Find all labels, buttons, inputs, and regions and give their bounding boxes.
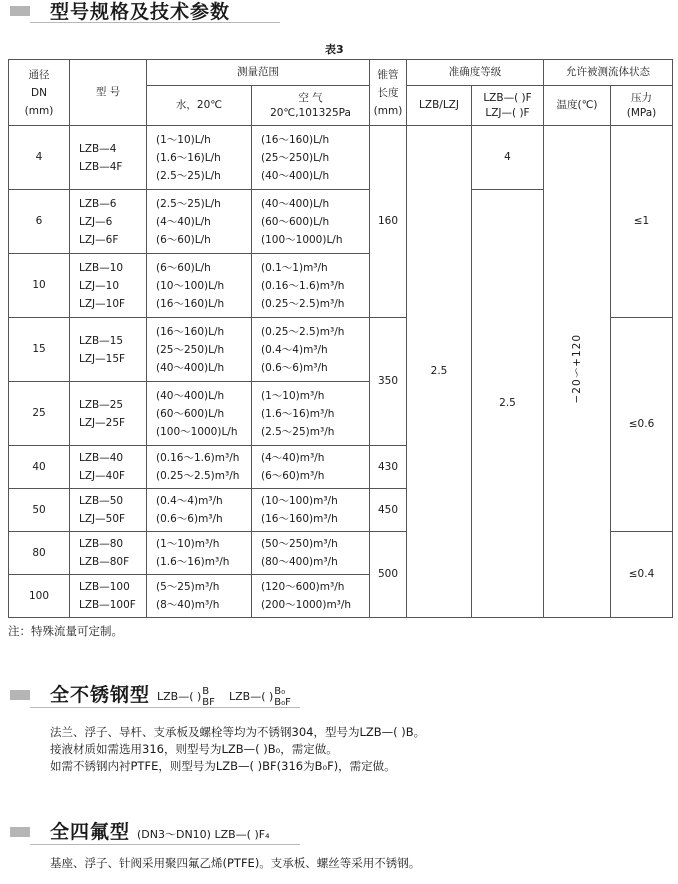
heading-bar-decoration <box>10 827 30 837</box>
model-code-b: LZB—( ) B BF <box>157 686 215 708</box>
cell-model: LZB—6 LZJ—6 LZJ—6F <box>70 190 147 254</box>
section-heading-ptfe <box>0 817 678 847</box>
table-row <box>9 126 673 190</box>
spec-table <box>8 59 673 618</box>
cell-water: (0.4～4)m³/h (0.6～6)m³/h <box>147 489 252 532</box>
cell-dn: 6 <box>9 190 70 254</box>
cell-dn: 100 <box>9 575 70 618</box>
header-fluid-state: 允许被测流体状态 <box>544 60 673 86</box>
header-pressure: 压力 (MPa) <box>611 86 673 126</box>
cell-dn: 15 <box>9 318 70 382</box>
cell-air: (0.1～1)m³/h (0.16～1.6)m³/h (0.25～2.5)m³/h <box>252 254 370 318</box>
cell-cone: 160 <box>370 126 407 318</box>
cell-dn: 80 <box>9 532 70 575</box>
section-heading-stainless <box>0 680 678 710</box>
cell-air: (10～100)m³/h (16～160)m³/h <box>252 489 370 532</box>
cell-water: (2.5～25)L/h (4～40)L/h (6～60)L/h <box>147 190 252 254</box>
cell-water: (0.16～1.6)m³/h (0.25～2.5)m³/h <box>147 446 252 489</box>
cell-air: (4～40)m³/h (6～60)m³/h <box>252 446 370 489</box>
cell-model: LZB—40 LZJ—40F <box>70 446 147 489</box>
cell-dn: 10 <box>9 254 70 318</box>
cell-acc-f: 2.5 <box>472 190 544 618</box>
table-note: 注：特殊流量可定制。 <box>8 624 123 638</box>
header-temp: 温度(℃) <box>544 86 611 126</box>
page-title: 型号规格及技术参数 <box>50 1 231 23</box>
model-code-f4: (DN3～DN10) LZB—( )F₄ <box>137 828 270 841</box>
cell-air: (50～250)m³/h (80～400)m³/h <box>252 532 370 575</box>
stainless-description: 法兰、浮子、导杆、支承板及螺栓等均为不锈钢304，型号为LZB—( )B。 接液材质如需选用316，则型号为LZB—( )B₀，需定做。 如需不锈钢内衬PTFE，则型号为LZB—( )BF(316为B₀F)，需定做。 <box>50 725 426 773</box>
cell-cone: 500 <box>370 532 407 618</box>
cell-acc-lzb: 2.5 <box>407 126 472 618</box>
cell-water: (40～400)L/h (60～600)L/h (100～1000)L/h <box>147 382 252 446</box>
cell-model: LZB—25 LZJ—25F <box>70 382 147 446</box>
cell-acc-f: 4 <box>472 126 544 190</box>
cell-dn: 40 <box>9 446 70 489</box>
ptfe-description: 基座、浮子、针阀采用聚四氟乙烯(PTFE)。支承板、螺丝等采用不锈钢。 <box>50 856 421 870</box>
section-title-ptfe: 全四氟型 <box>50 821 131 843</box>
cell-air: (0.25～2.5)m³/h (0.4～4)m³/h (0.6～6)m³/h <box>252 318 370 382</box>
cell-model: LZB—4 LZB—4F <box>70 126 147 190</box>
header-air: 空 气 20℃,101325Pa <box>252 86 370 126</box>
header-accuracy: 准确度等级 <box>407 60 544 86</box>
cell-dn: 4 <box>9 126 70 190</box>
cell-pressure: ≤0.6 <box>611 318 673 532</box>
cell-air: (16～160)L/h (25～250)L/h (40～400)L/h <box>252 126 370 190</box>
cell-model: LZB—100 LZB—100F <box>70 575 147 618</box>
header-cone: 锥管 长度 (mm) <box>370 60 407 126</box>
cell-model: LZB—10 LZJ—10 LZJ—10F <box>70 254 147 318</box>
header-range: 测量范围 <box>147 60 370 86</box>
cell-cone: 430 <box>370 446 407 489</box>
cell-temp: −20～+120 <box>544 126 611 618</box>
section-title-stainless: 全不锈钢型 <box>50 684 151 706</box>
cell-water: (5～25)m³/h (8～40)m³/h <box>147 575 252 618</box>
cell-water: (16～160)L/h (25～250)L/h (40～400)L/h <box>147 318 252 382</box>
cell-cone: 450 <box>370 489 407 532</box>
header-acc-f: LZB—( )F LZJ—( )F <box>472 86 544 126</box>
header-model: 型 号 <box>70 60 147 126</box>
table-caption: 表3 <box>325 43 344 56</box>
cell-air: (40～400)L/h (60～600)L/h (100～1000)L/h <box>252 190 370 254</box>
cell-water: (1～10)L/h (1.6～16)L/h (2.5～25)L/h <box>147 126 252 190</box>
header-acc-lzb: LZB/LZJ <box>407 86 472 126</box>
cell-pressure: ≤0.4 <box>611 532 673 618</box>
cell-model: LZB—50 LZJ—50F <box>70 489 147 532</box>
section-heading-specs <box>0 0 678 28</box>
header-water: 水，20℃ <box>147 86 252 126</box>
cell-air: (120～600)m³/h (200～1000)m³/h <box>252 575 370 618</box>
heading-bar-decoration <box>10 690 30 700</box>
heading-underline <box>30 844 300 845</box>
model-code-b0: LZB—( ) B₀ B₀F <box>229 686 291 708</box>
cell-dn: 25 <box>9 382 70 446</box>
cell-air: (1～10)m³/h (1.6～16)m³/h (2.5～25)m³/h <box>252 382 370 446</box>
cell-dn: 50 <box>9 489 70 532</box>
cell-water: (1～10)m³/h (1.6～16)m³/h <box>147 532 252 575</box>
cell-cone: 350 <box>370 318 407 446</box>
header-dn: 通径 DN (mm) <box>9 60 70 126</box>
cell-water: (6～60)L/h (10～100)L/h (16～160)L/h <box>147 254 252 318</box>
heading-bar-decoration <box>10 6 30 16</box>
cell-pressure: ≤1 <box>611 126 673 318</box>
cell-model: LZB—15 LZJ—15F <box>70 318 147 382</box>
cell-model: LZB—80 LZB—80F <box>70 532 147 575</box>
